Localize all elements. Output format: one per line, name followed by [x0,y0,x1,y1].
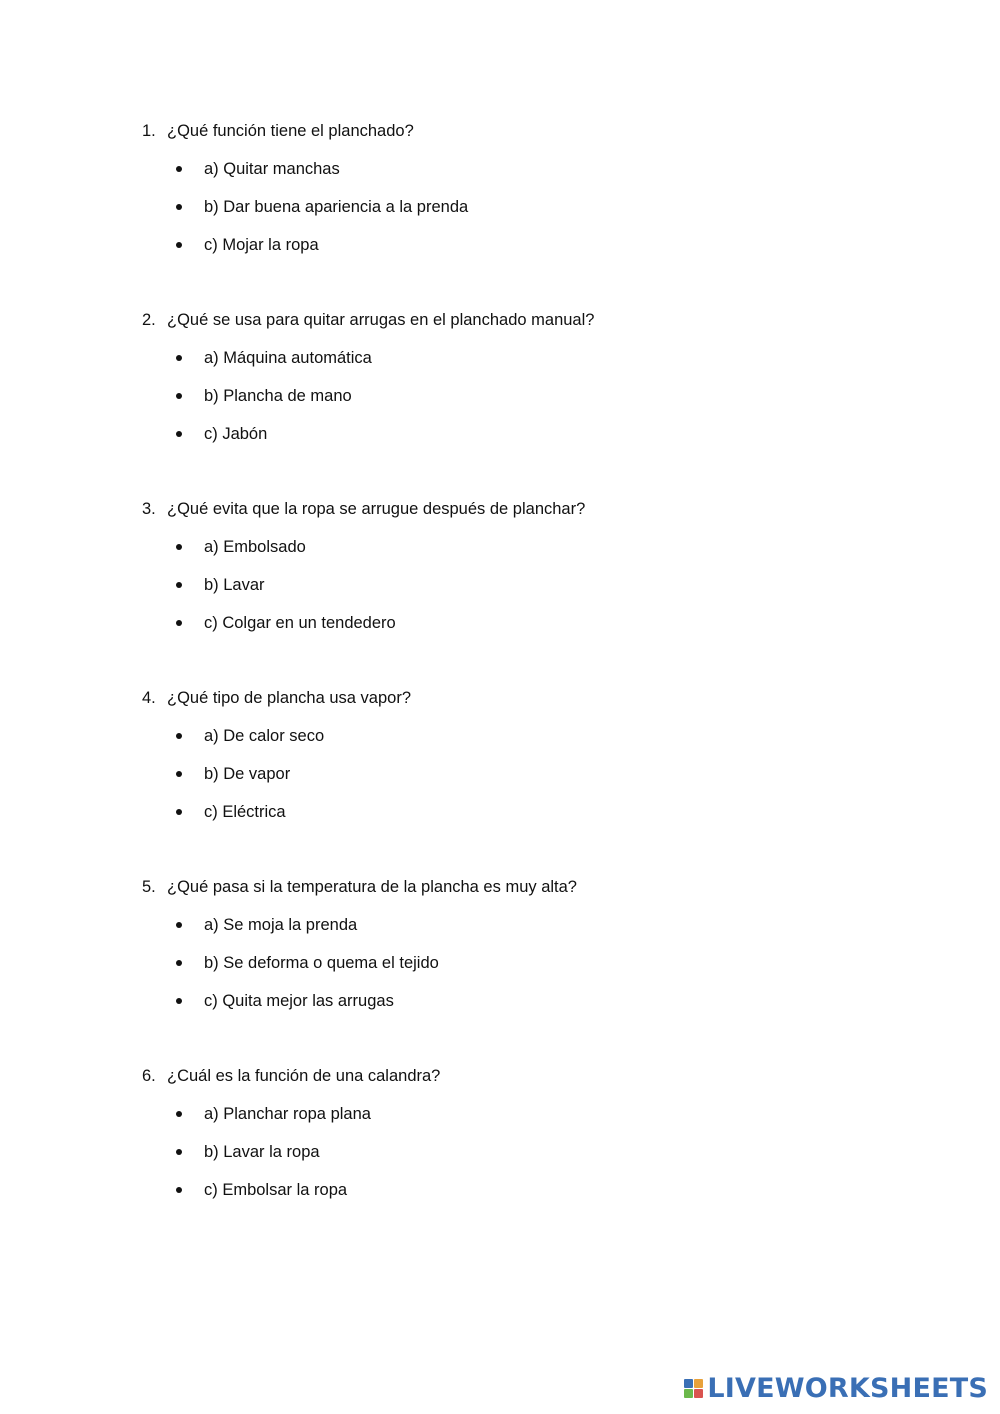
bullet-icon [176,960,182,966]
liveworksheets-brand[interactable] [684,1373,988,1404]
option-text: b) Se deforma o quema el tejido [204,953,439,972]
option-item [142,608,942,638]
option-item [142,759,942,789]
question-line [142,872,942,902]
bullet-icon [176,1149,182,1155]
question-1 [142,116,942,305]
liveworksheets-logo-icon [684,1379,703,1398]
option-text: c) Jabón [204,424,268,443]
bullet-icon [176,204,182,210]
question-5 [142,872,942,1061]
option-item [142,381,942,411]
option-text: b) Dar buena apariencia a la prenda [204,197,469,216]
options-list [142,343,942,449]
question-6 [142,1061,942,1250]
logo-square-orange [694,1379,703,1388]
question-number: 5. [142,877,156,896]
option-text: b) De vapor [204,764,291,783]
logo-square-green [684,1389,693,1398]
bullet-icon [176,771,182,777]
bullet-icon [176,242,182,248]
question-line [142,116,942,146]
option-item [142,230,942,260]
option-text: a) Se moja la prenda [204,915,358,934]
question-3 [142,494,942,683]
option-text: a) Embolsado [204,537,306,556]
bullet-icon [176,620,182,626]
question-text: ¿Qué tipo de plancha usa vapor? [167,688,411,707]
option-text: c) Mojar la ropa [204,235,319,254]
bullet-icon [176,809,182,815]
option-item [142,192,942,222]
question-text: ¿Qué función tiene el planchado? [167,121,414,140]
option-text: c) Eléctrica [204,802,286,821]
logo-square-blue [684,1379,693,1388]
question-list [142,116,942,1250]
option-item [142,343,942,373]
brand-name: LIVEWORKSHEETS [707,1373,988,1404]
option-item [142,797,942,827]
option-item [142,1099,942,1129]
option-text: b) Lavar la ropa [204,1142,320,1161]
question-number: 2. [142,310,156,329]
question-line [142,305,942,335]
question-text: ¿Qué pasa si la temperatura de la plancha es muy alta? [167,877,577,896]
option-item [142,570,942,600]
option-text: b) Plancha de mano [204,386,352,405]
options-list [142,721,942,827]
option-text: c) Colgar en un tendedero [204,613,396,632]
option-text: a) Máquina automática [204,348,372,367]
question-number: 3. [142,499,156,518]
question-4 [142,683,942,872]
option-item [142,154,942,184]
bullet-icon [176,355,182,361]
bullet-icon [176,431,182,437]
option-item [142,721,942,751]
bullet-icon [176,1111,182,1117]
options-list [142,154,942,260]
question-text: ¿Qué se usa para quitar arrugas en el planchado manual? [167,310,595,329]
bullet-icon [176,733,182,739]
question-number: 4. [142,688,156,707]
option-text: a) Quitar manchas [204,159,340,178]
option-text: a) De calor seco [204,726,325,745]
question-line [142,494,942,524]
logo-square-red [694,1389,703,1398]
question-2 [142,305,942,494]
options-list [142,1099,942,1205]
option-item [142,986,942,1016]
options-list [142,910,942,1016]
question-text: ¿Cuál es la función de una calandra? [167,1066,441,1085]
bullet-icon [176,544,182,550]
question-text: ¿Qué evita que la ropa se arrugue después de planchar? [167,499,586,518]
question-number: 1. [142,121,156,140]
bullet-icon [176,1187,182,1193]
option-item [142,910,942,940]
option-item [142,948,942,978]
option-item [142,532,942,562]
bullet-icon [176,922,182,928]
option-text: a) Planchar ropa plana [204,1104,371,1123]
option-text: c) Quita mejor las arrugas [204,991,394,1010]
option-item [142,419,942,449]
options-list [142,532,942,638]
question-line [142,683,942,713]
bullet-icon [176,393,182,399]
question-number: 6. [142,1066,156,1085]
option-item [142,1175,942,1205]
bullet-icon [176,166,182,172]
bullet-icon [176,998,182,1004]
option-text: c) Embolsar la ropa [204,1180,348,1199]
option-text: b) Lavar [204,575,265,594]
option-item [142,1137,942,1167]
question-line [142,1061,942,1091]
bullet-icon [176,582,182,588]
